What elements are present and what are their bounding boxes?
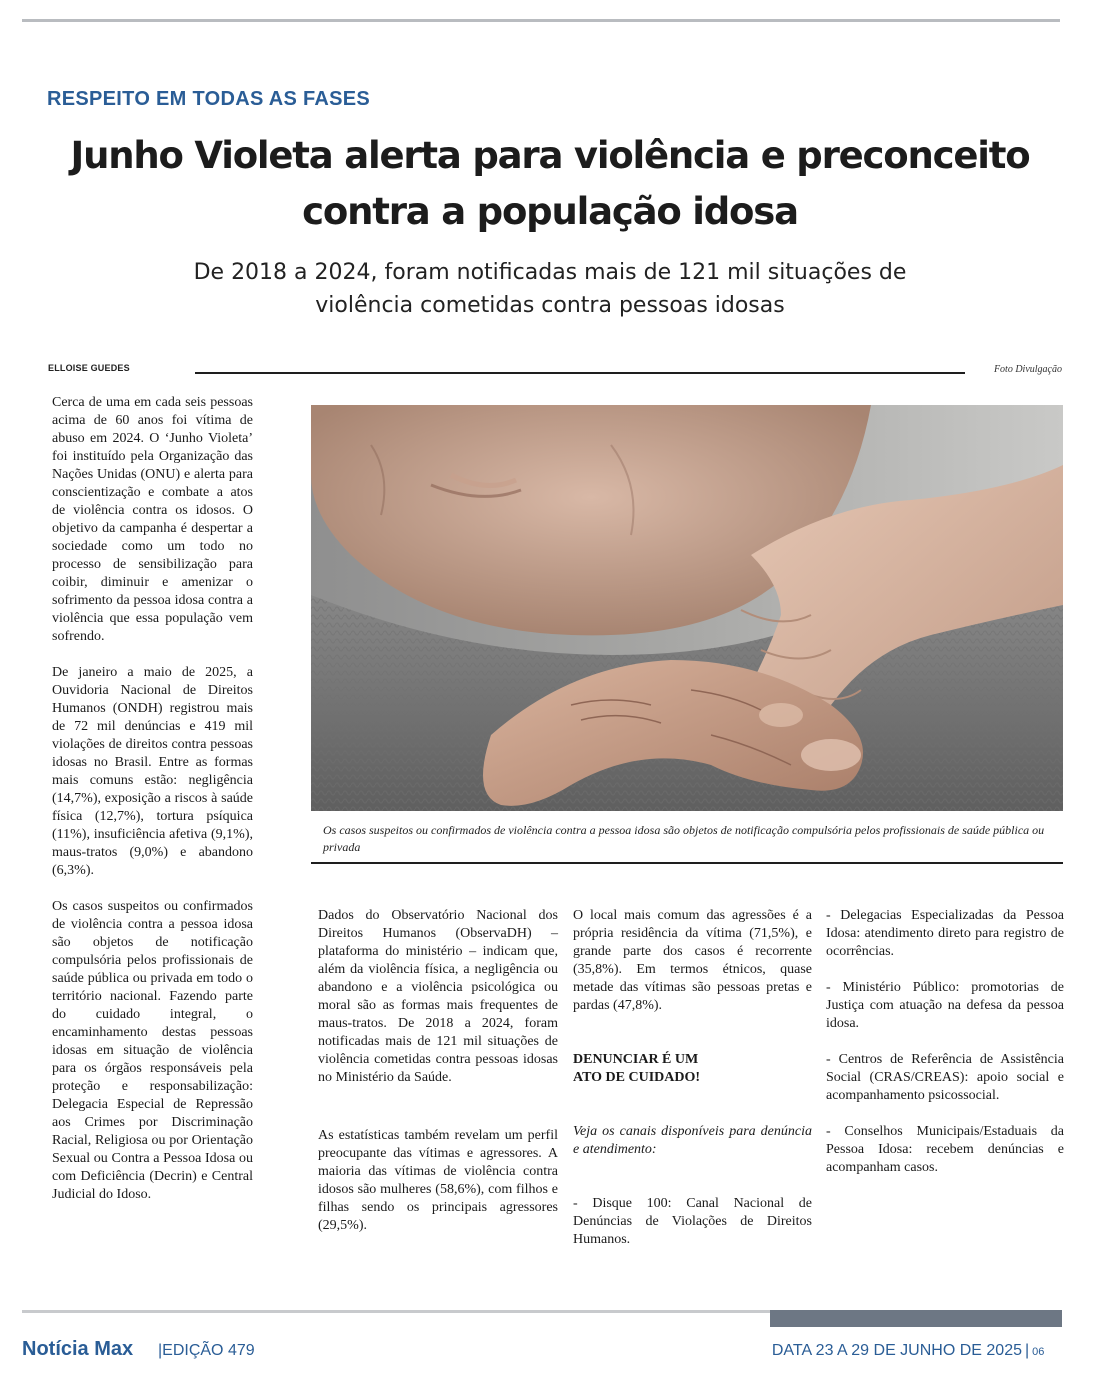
channel-item: - Delegacias Especializadas da Pessoa Idosa: atendimento direto para registro de ocorrências.	[826, 908, 1064, 959]
elderly-hands-illustration	[311, 405, 1063, 811]
section-title-line-2: ATO DE CUIDADO!	[573, 1070, 701, 1085]
subheadline-line-1: De 2018 a 2024, foram notificadas mais de 121 mil situações de	[193, 260, 907, 285]
paragraph: O local mais comum das agressões é a própria residência da vítima (71,5%), e grande parte dos casos é recorrente (35,8%). Em termos étnicos, quase metade das vítimas são pessoas pretas e pardas (47,8%).	[573, 908, 812, 1013]
channel-item: - Conselhos Municipais/Estaduais da Pessoa Idosa: recebem denúncias e acompanham casos.	[826, 1124, 1064, 1175]
headline-line-1: Junho Violeta alerta para violência e preconceito	[70, 134, 1030, 177]
photo-caption: Os casos suspeitos ou confirmados de violência contra a pessoa idosa são objetos de notificação compulsória pelos profissionais de saúde pública ou privada	[323, 823, 1045, 854]
page-separator: |	[1025, 1342, 1030, 1359]
caption-rule	[311, 862, 1063, 864]
byline-rule	[195, 372, 965, 374]
article-column-3	[573, 907, 812, 1249]
page-number	[1025, 1342, 1044, 1360]
section-kicker: RESPEITO EM TODAS AS FASES	[47, 88, 371, 110]
publication-logo: Notícia Max	[22, 1338, 134, 1360]
page-number-value: 06	[1032, 1346, 1045, 1358]
article-column-2	[318, 907, 558, 1253]
top-rule	[22, 19, 1060, 22]
article-column-4	[826, 907, 1064, 1195]
paragraph: De janeiro a maio de 2025, a Ouvidoria Nacional de Direitos Humanos (ONDH) registrou mais de 72 mil denúncias e 419 mil violações de direitos contra pessoas idosas no Brasil. Entre as formas mais comuns estão: negligência (14,7%), exposição a riscos à saúde física (12,7%), tortura psíquica (11%), insuficiência afetiva (9,1%), maus-tratos (9,0%) e abandono (6,3%).	[52, 665, 253, 878]
article-column-1	[52, 394, 253, 1222]
issue-date: DATA 23 A 29 DE JUNHO DE 2025	[771, 1342, 1022, 1359]
channels-intro: Veja os canais disponíveis para denúncia e atendimento:	[573, 1124, 812, 1157]
subheadline-line-2: violência cometidas contra pessoas idosas	[315, 293, 785, 318]
photo-credit: Foto Divulgação	[993, 364, 1062, 375]
channel-item: - Centros de Referência de Assistência Social (CRAS/CREAS): apoio social e acompanhamento psicossocial.	[826, 1052, 1064, 1103]
headline-line-2: contra a população idosa	[302, 190, 798, 233]
paragraph: Dados do Observatório Nacional dos Direitos Humanos (ObservaDH) – plataforma do ministério – indicam que, além da violência física, a negligência ou abandono e a violência psicológica ou moral são as formas mais frequentes de maus-tratos. De 2018 a 2024, foram notificadas mais de 121 mil situações de violência cometidas contra pessoas idosas no Ministério da Saúde.	[318, 908, 558, 1085]
section-title	[573, 1051, 812, 1087]
headline	[40, 128, 1060, 240]
footer-accent-bar	[770, 1310, 1062, 1327]
paragraph: Cerca de uma em cada seis pessoas acima de 60 anos foi vítima de abuso em 2024. O ‘Junho Violeta’ foi instituído pela Organização das Nações Unidas (ONU) e alerta para conscientização e combate a atos de violência contra os idosos. O objetivo da campanha é despertar a sociedade como um todo no processo de sensibilização para coibir, diminuir e amenizar o sofrimento da pessoa idosa contra a violência que essa população vem sofrendo.	[52, 395, 253, 644]
paragraph: As estatísticas também revelam um perfil preocupante das vítimas e agressores. A maioria das vítimas de violência contra idosos são mulheres (58,6%), com filhos e filhas sendo os principais agressores (29,5%).	[318, 1128, 558, 1233]
subheadline	[60, 256, 1040, 322]
paragraph: Os casos suspeitos ou confirmados de violência contra a pessoa idosa são objetos de notificação compulsória pelos profissionais de saúde pública ou privada em todo o território nacional. Fazendo parte do cuidado integral, o encaminhamento destas pessoas idosas em situação de violência para os órgãos responsáveis pela proteção e responsabilização: Delegacia Especial de Repressão aos Crimes por Discriminação Racial, Religiosa ou por Orientação Sexual ou Contra a Pessoa Idosa ou com Deficiência (Decrin) e Central Judicial do Idoso.	[52, 899, 253, 1202]
article-photo	[311, 405, 1063, 811]
channel-item: - Disque 100: Canal Nacional de Denúncias de Violações de Direitos Humanos.	[573, 1196, 812, 1247]
author-byline: ELLOISE GUEDES	[48, 363, 130, 373]
section-title-line-1: DENUNCIAR É UM	[573, 1052, 699, 1067]
edition-number: |EDIÇÃO 479	[158, 1342, 255, 1359]
channel-item: - Ministério Público: promotorias de Justiça com atuação na defesa da pessoa idosa.	[826, 980, 1064, 1031]
